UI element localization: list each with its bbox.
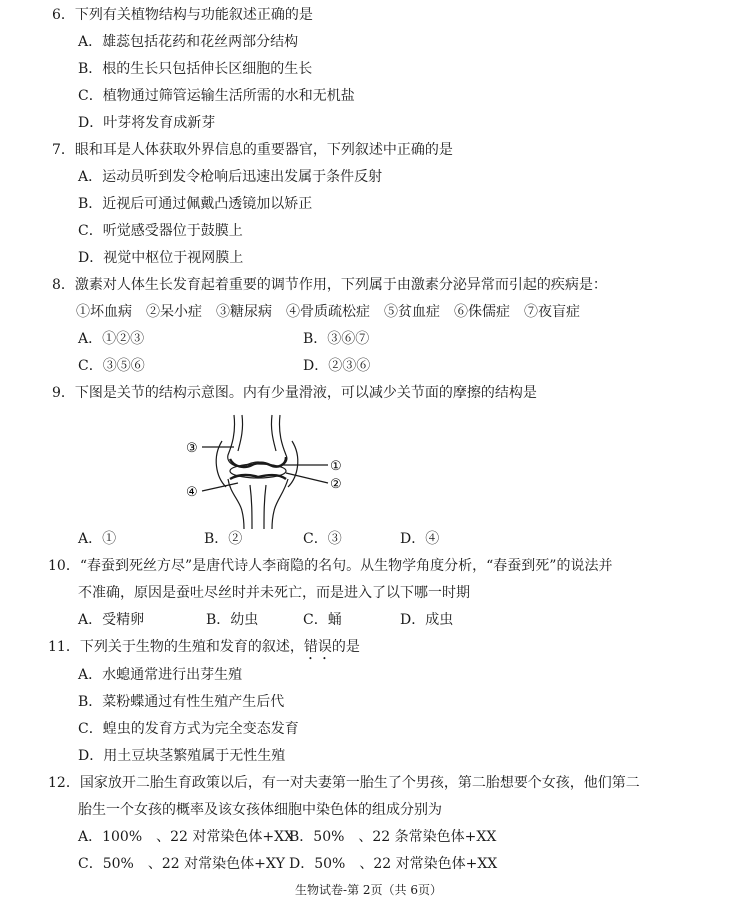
q9-option-a[interactable]: A．① [78,531,117,547]
q11-option-a[interactable]: A．水螅通常进行出芽生殖 [78,667,243,683]
label-3: ③ [186,441,198,456]
q8-disease-list: ①坏血病 ②呆小症 ③糖尿病 ④骨质疏松症 ⑤贫血症 ⑥侏儒症 ⑦夜盲症 [76,304,580,320]
q12-stem-line1: 12．国家放开二胎生育政策以后，有一对夫妻第一胎生了个男孩，第二胎想要个女孩，他们第二 [48,775,640,791]
q9-option-b[interactable]: B．② [204,531,243,547]
q12-option-b[interactable]: B．50% 、22 条常染色体+XX [289,829,497,845]
q12-option-c[interactable]: C．50% 、22 对常染色体+XY [78,856,286,872]
q6-option-b[interactable]: B．根的生长只包括伸长区细胞的生长 [78,61,313,77]
q11-stem-emphasis: 错误 [303,639,332,655]
q7-option-d[interactable]: D．视觉中枢位于视网膜上 [78,250,244,266]
q10-option-c[interactable]: C．蛹 [303,612,342,628]
q8-option-c[interactable]: C．③⑤⑥ [78,358,145,374]
q10-option-b[interactable]: B．幼虫 [206,612,259,628]
q12-stem-line2: 胎生一个女孩的概率及该女孩体细胞中染色体的组成分别为 [78,802,442,818]
joint-capsule-right [288,441,298,487]
q12-option-d[interactable]: D．50% 、22 对常染色体+XX [289,856,498,872]
q9-option-c[interactable]: C．③ [303,531,342,547]
q12-option-a[interactable]: A．100% 、22 对常染色体+XX [78,829,295,845]
q10-stem-line1: 10．“春蚕到死丝方尽”是唐代诗人李商隐的名句。从生物学角度分析，“春蚕到死”的说法并 [48,558,613,574]
q7-option-c[interactable]: C．听觉感受器位于鼓膜上 [78,223,243,239]
label-2: ② [330,477,342,492]
q7-option-a[interactable]: A．运动员听到发令枪响后迅速出发属于条件反射 [78,169,383,185]
q6-option-c[interactable]: C．植物通过筛管运输生活所需的水和无机盐 [78,88,355,104]
q8-stem: 8．激素对人体生长发育起着重要的调节作用，下列属于由激素分泌异常而引起的疾病是： [52,277,607,293]
q11-option-d[interactable]: D．用土豆块茎繁殖属于无性生殖 [78,748,286,764]
lower-bone-left [228,479,244,529]
q6-option-a[interactable]: A．雄蕊包括花药和花丝两部分结构 [78,34,299,50]
joint-diagram [182,413,350,529]
label-1: ① [330,459,342,474]
q10-option-d[interactable]: D．成虫 [400,612,454,628]
q8-option-b[interactable]: B．③⑥⑦ [303,331,370,347]
q7-stem: 7．眼和耳是人体获取外界信息的重要器官，下列叙述中正确的是 [52,142,453,158]
lower-bone-right [272,479,288,529]
q6-stem: 6．下列有关植物结构与功能叙述正确的是 [52,7,313,23]
leader-4 [202,483,238,491]
q10-stem-line2: 不准确，原因是蚕吐尽丝时并未死亡，而是进入了以下哪一时期 [78,585,470,601]
q8-option-d[interactable]: D．②③⑥ [303,358,371,374]
q11-option-b[interactable]: B．菜粉蝶通过有性生殖产生后代 [78,694,285,710]
q11-stem [48,638,360,663]
upper-bone-shape [228,415,287,466]
q9-option-d[interactable]: D．④ [400,531,440,547]
q9-stem: 9．下图是关节的结构示意图。内有少量滑液，可以减少关节面的摩擦的结构是 [52,385,537,401]
page-footer: 生物试卷-第 2页（共 6页） [295,883,442,897]
q7-option-b[interactable]: B．近视后可通过佩戴凸透镜加以矫正 [78,196,313,212]
q10-option-a[interactable]: A．受精卵 [78,612,145,628]
q6-option-d[interactable]: D．叶芽将发育成新芽 [78,115,216,131]
q11-option-c[interactable]: C．蝗虫的发育方式为完全变态发育 [78,721,299,737]
q11-stem-post: 的是 [331,639,360,655]
joint-capsule-left [216,441,226,487]
q11-stem-pre: 11．下列关于生物的生殖和发育的叙述， [48,639,304,655]
q8-option-a[interactable]: A．①②③ [78,331,145,347]
label-4: ④ [186,485,198,500]
